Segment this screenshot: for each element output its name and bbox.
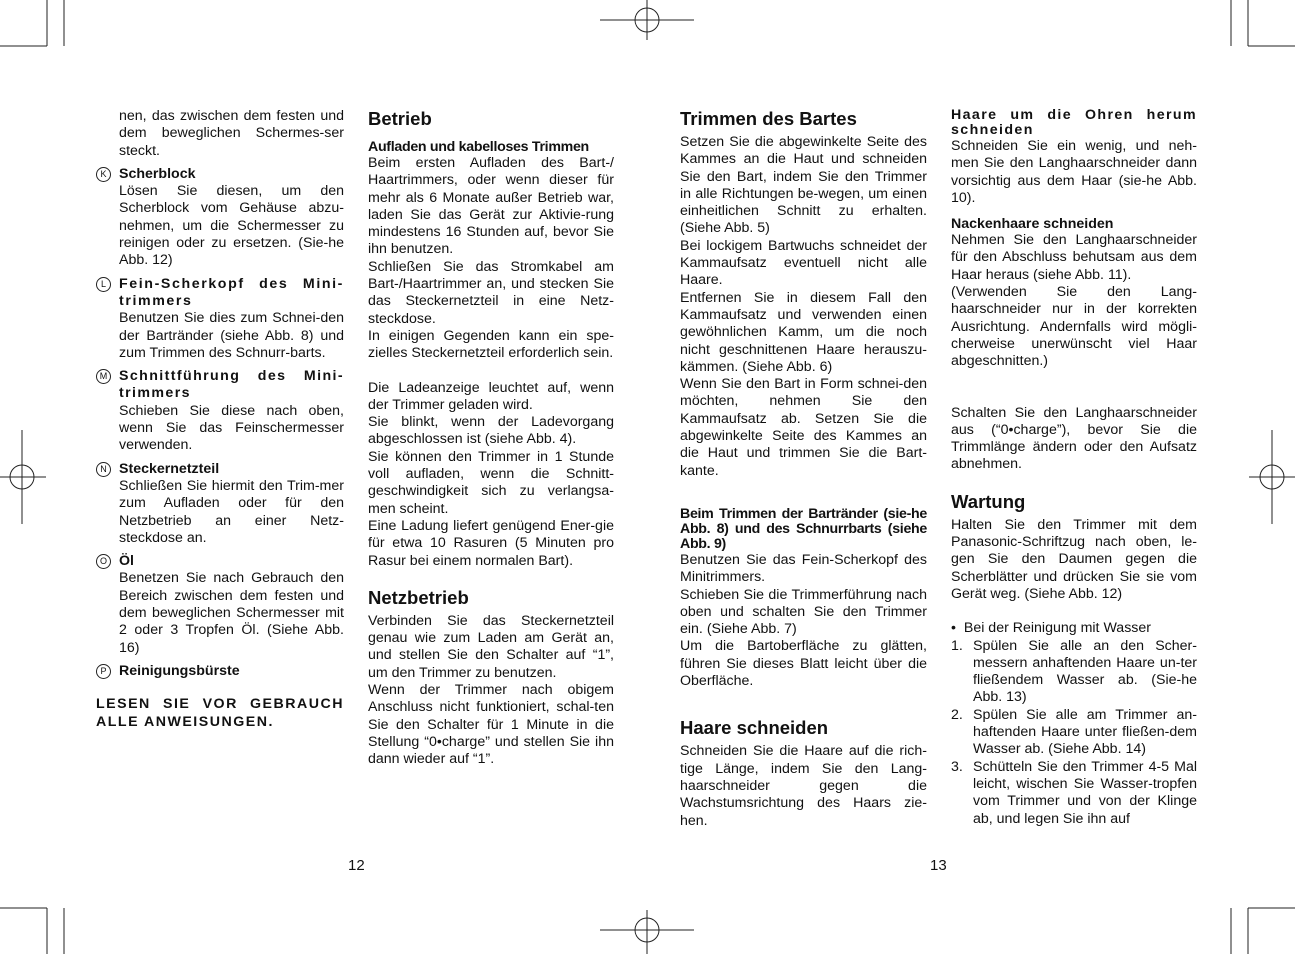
step-text: Schütteln Sie den Trimmer 4-5 Mal leicht, wischen Sie Wasser-tropfen vom Trimmer und von der Klinge ab, und legen Sie ihn auf [973,758,1197,827]
heading-trimmen-bart: Trimmen des Bartes [680,108,857,129]
subheading-nacken: Nackenhaare schneiden [951,216,1114,233]
step-item [951,707,1197,759]
paragraph: Wenn der Trimmer nach obigem Anschluss nicht funktioniert, schal-ten Sie den Schalter für 1 Minute in die Stellung “0•charge” und stellen Sie ihn dann wieder auf “1”. [368,682,614,768]
paragraph: Bei lockigem Bartwuchs schneidet der Kammaufsatz eventuell nicht alle Haare. [680,237,927,289]
part-text: Schieben Sie diese nach oben, wenn Sie das Feinschermesser verwenden. [119,402,344,454]
paragraph: Schließen Sie das Stromkabel am Bart-/Haartrimmer an, und stecken Sie das Steckernetzteil in eine Netz-steckdose. [368,258,614,327]
step-item [951,759,1197,828]
heading-wartung: Wartung [951,490,1026,512]
marker-l: L [96,277,111,292]
bullet-icon: • [951,620,964,637]
bullet-text: Bei der Reinigung mit Wasser [963,620,1151,637]
marker-o: O [96,554,111,569]
part-item-m [96,368,344,454]
step-number: 1. [951,637,963,654]
column-2 [368,108,614,769]
paragraph: Schieben Sie die Trimmerführung nach oben und schalten Sie den Trimmer ein. (Siehe Abb. 7) [680,586,927,638]
marker-p: P [96,664,111,679]
marker-k: K [96,167,111,182]
step-text: Spülen Sie alle am Trimmer an-haftenden Haare unter fließen-dem Wasser ab. (Siehe Abb. 14) [973,706,1197,758]
part-item-o [96,553,344,657]
paragraph: Wenn Sie den Bart in Form schnei-den möchten, nehmen Sie den Kammaufsatz ab. Setzen Sie die abgewinkelte Seite des Kammes an die Haut und trimmen Sie die Bart-kante. [680,376,927,479]
paragraph: Setzen Sie die abgewinkelte Seite des Kammes an die Haut und schneiden Sie den Bart, indem Sie den Trimmer in alle Richtungen be-wegen, um einen einheitlichen Schnitt zu erhalten. (Siehe Abb. 5) [680,134,927,237]
part-title: Schnittführung des Mini-trimmers [119,368,344,402]
paragraph: Benutzen Sie das Fein-Scherkopf des Minitrimmers. [680,551,927,586]
part-item-p [96,663,344,680]
marker-n: N [96,462,111,477]
subheading-bartraender: Beim Trimmen der Bartränder (sie-he Abb. 8) und des Schnurrbarts (siehe Abb. 9) [680,505,927,552]
paragraph: Entfernen Sie in diesem Fall den Kammaufsatz und verwenden einen gewöhnlichen Kamm, um die noch nicht geschnittenen Haare herauszu-kämmen. (Siehe Abb. 6) [680,289,927,375]
column-4 [951,108,1197,828]
paragraph: Halten Sie den Trimmer mit dem Panasonic-Schriftzug nach oben, le-gen Sie den Daumen gegen die Scherblätter und drücken Sie sie vom Gerät weg. (Siehe Abb. 12) [951,516,1197,602]
paragraph: In einigen Gegenden kann ein spe-zielles Steckernetzteil erforderlich sein. [368,327,614,362]
page-number-right: 13 [930,857,947,874]
paragraph: Um die Bartoberfläche zu glätten, führen Sie dieses Blatt leicht über die Oberfläche. [680,638,927,690]
bullet-item [951,620,1197,637]
paragraph: Sie blinkt, wenn der Ladevorgang abgeschlossen ist (siehe Abb. 4). [368,414,614,448]
step-text: Spülen Sie alle an den Scher-messern anhaftenden Haare un-ter fließendem Wasser ab. (Sie-he Abb. 13) [973,637,1197,706]
heading-haare-schneiden: Haare schneiden [680,717,829,739]
part-title: Öl [119,553,134,570]
subheading-ohren: Haare um die Ohren herum schneiden [951,107,1197,138]
part-item-l [96,276,344,362]
part-item-k [96,166,344,270]
paragraph: Schneiden Sie die Haare auf die rich-tige Länge, indem Sie den Lang-haarschneider gegen die Wachstumsrichtung des Haars zie-hen. [680,743,927,829]
warning-text: LESEN SIE VOR GEBRAUCH ALLE ANWEISUNGEN. [96,696,344,730]
part-title: Steckernetzteil [119,460,220,477]
paragraph: Verbinden Sie das Steckernetzteil genau wie zum Laden am Gerät an, und stellen Sie den Schalter auf “1”, um den Trimmer zu benutzen. [368,612,614,681]
part-text: Lösen Sie diesen, um den Scherblock vom Gehäuse abzu-nehmen, um die Schermesser zu reinigen oder zu ersetzen. (Sie-he Abb. 12) [119,183,344,269]
paragraph: Sie können den Trimmer in 1 Stunde voll aufladen, wenn die Schnitt-geschwindigkeit sich zu verlangsa-men scheint. [368,448,614,517]
page-number-left: 12 [348,857,365,874]
paragraph: Schneiden Sie ein wenig, und neh-men Sie den Langhaarschneider dann vorsichtig aus dem Haar (sie-he Abb. 10). [951,138,1197,206]
step-number: 2. [951,706,963,723]
heading-netzbetrieb: Netzbetrieb [368,586,469,608]
heading-betrieb: Betrieb [368,108,432,129]
part-text: Benetzen Sie nach Gebrauch den Bereich zwischen dem festen und dem beweglichen Schermesser mit 2 oder 3 Tropfen Öl. (Siehe Abb. 16) [119,570,344,656]
paragraph: Eine Ladung liefert genügend Ener-gie für etwa 10 Rasuren (5 Minuten pro Rasur bei einem normalen Bart). [368,517,614,569]
step-item [951,638,1197,707]
marker-m: M [96,369,111,384]
column-1 [96,108,344,731]
paragraph: Die Ladeanzeige leuchtet auf, wenn der Trimmer geladen wird. [368,379,614,413]
intro-text: nen, das zwischen dem festen und dem beweglichen Schermes-ser steckt. [119,108,344,159]
paragraph: Beim ersten Aufladen des Bart-/ Haartrimmers, oder wenn dieser für mehr als 6 Monate außer Betrieb war, laden Sie das Gerät zur Aktivie-rung mindestens 16 Stunden auf, bevor Sie ihn benutzen. [368,155,614,258]
paragraph: (Verwenden Sie den Lang-haarschneider nur in der korrekten Ausrichtung. Andernfalls wird mögli-cherweise unerwünscht viel Haar abgeschnitten.) [951,284,1197,370]
part-text: Benutzen Sie dies zum Schnei-den der Bartränder (siehe Abb. 8) und zum Trimmen des Schnurr-barts. [119,310,344,361]
part-text: Schließen Sie hiermit den Trim-mer zum Aufladen oder für den Netzbetrieb an einer Netz-steckdose an. [119,477,344,546]
paragraph: Nehmen Sie den Langhaarschneider für den Abschluss behutsam aus dem Haar heraus (siehe Abb. 11). [951,232,1197,283]
column-3 [680,108,927,830]
subheading-aufladen: Aufladen und kabelloses Trimmen [368,139,589,155]
part-title: Reinigungsbürste [119,662,240,679]
part-title: Scherblock [119,165,196,182]
step-number: 3. [951,758,963,775]
paragraph: Schalten Sie den Langhaarschneider aus (“0•charge”), bevor Sie die Trimmlänge ändern oder den Aufsatz abnehmen. [951,404,1197,473]
part-item-n [96,461,344,547]
part-title: Fein-Scherkopf des Mini-trimmers [119,275,344,309]
